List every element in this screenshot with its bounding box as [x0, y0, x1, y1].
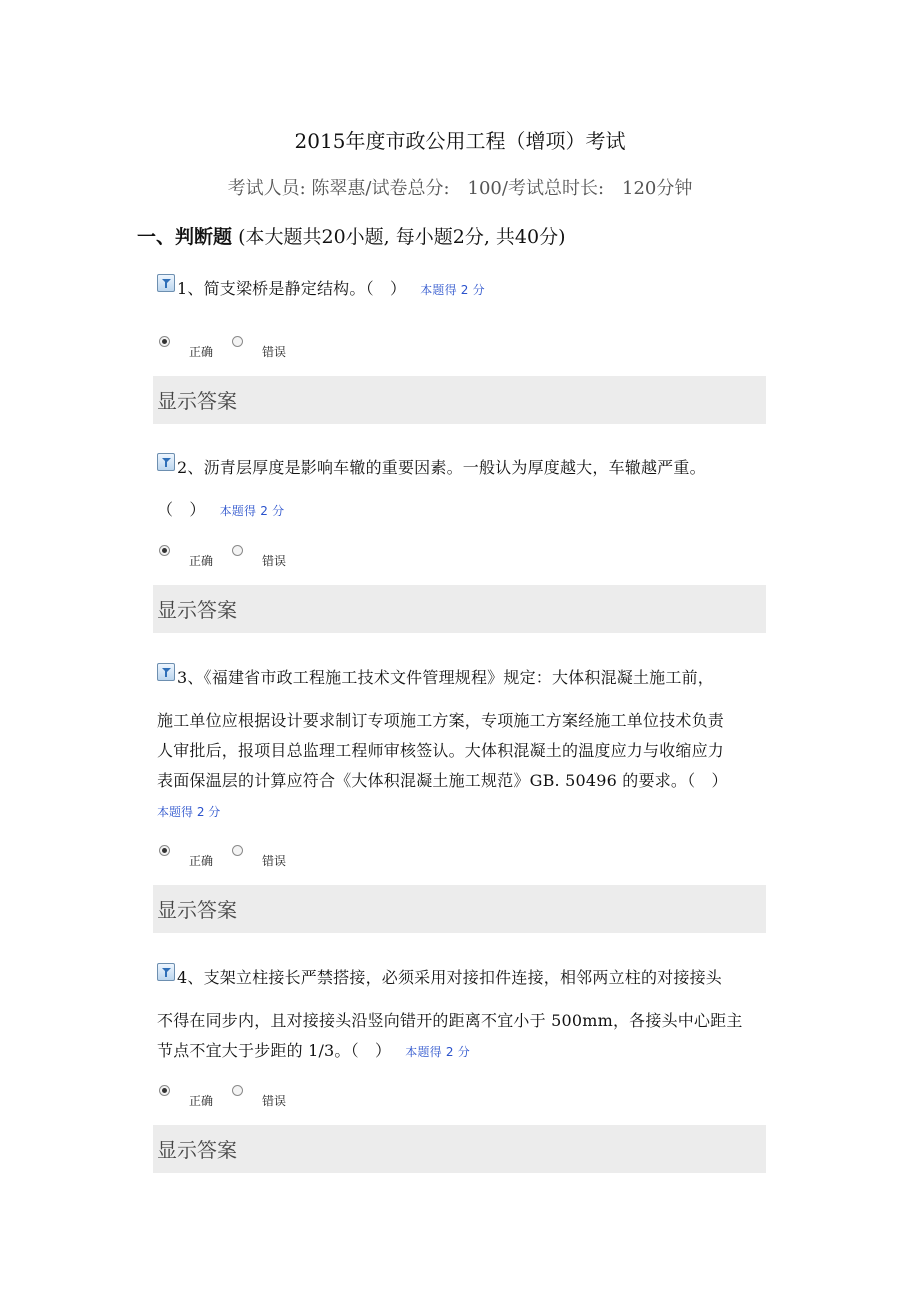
flag-icon[interactable]: [157, 663, 175, 681]
question-4-text-line-3: 节点不宜大于步距的 1/3。（ ） 本题得 2 分: [157, 1041, 470, 1060]
question-2-true-radio[interactable]: [159, 545, 170, 556]
question-4-show-answer-button[interactable]: 显示答案: [153, 1125, 766, 1173]
question-1-show-answer-button[interactable]: 显示答案: [153, 376, 766, 424]
question-3-text-line-1: 3、《福建省市政工程施工技术文件管理规程》规定：大体积混凝土施工前，: [177, 668, 714, 687]
question-4-false-label[interactable]: 错误: [262, 1094, 287, 1108]
question-4-true-radio[interactable]: [159, 1085, 170, 1096]
question-3-text-line-3: 人审批后，报项目总监理工程师审核签认。大体积混凝土的温度应力与收缩应力: [157, 741, 725, 760]
question-2-true-label[interactable]: 正确: [189, 554, 214, 568]
question-3-show-answer-button[interactable]: 显示答案: [153, 885, 766, 933]
question-4-text-line-2: 不得在同步内，且对接接头沿竖向错开的距离不宜小于 500mm，各接头中心距主: [157, 1011, 743, 1030]
question-3-text-line-2: 施工单位应根据设计要求制订专项施工方案，专项施工方案经施工单位技术负责: [157, 711, 725, 730]
question-1-score: 本题得 2 分: [420, 283, 485, 297]
question-1-false-radio[interactable]: [232, 336, 243, 347]
question-4-true-label[interactable]: 正确: [189, 1094, 214, 1108]
question-1-true-radio[interactable]: [159, 336, 170, 347]
question-2-false-label[interactable]: 错误: [262, 554, 287, 568]
question-2-text-line-2: （ ） 本题得 2 分: [157, 500, 285, 519]
question-2-text-line-1: 2、沥青层厚度是影响车辙的重要因素。一般认为厚度越大，车辙越严重。: [177, 458, 706, 477]
question-1-text: 1、简支梁桥是静定结构。（ ） 本题得 2 分: [177, 279, 485, 298]
question-2-false-radio[interactable]: [232, 545, 243, 556]
question-2-show-answer-button[interactable]: 显示答案: [153, 585, 766, 633]
question-2-score: 本题得 2 分: [219, 504, 285, 518]
question-4-text-line-1: 4、支架立柱接长严禁搭接，必须采用对接扣件连接，相邻两立柱的对接接头: [177, 968, 722, 987]
question-3-text-line-4: 表面保温层的计算应符合《大体积混凝土施工规范》GB. 50496 的要求。（ ）: [157, 771, 728, 790]
flag-icon[interactable]: [157, 453, 175, 471]
question-3-true-radio[interactable]: [159, 845, 170, 856]
question-3-false-label[interactable]: 错误: [262, 854, 287, 868]
question-3-score: 本题得 2 分: [157, 805, 221, 819]
section-description: (本大题共20小题, 每小题2分, 共40分): [238, 226, 566, 248]
section-name: 一、判断题: [137, 226, 233, 248]
flag-icon[interactable]: [157, 274, 175, 292]
question-1-false-label[interactable]: 错误: [262, 345, 287, 359]
question-3-false-radio[interactable]: [232, 845, 243, 856]
exam-info: 考试人员: 陈翠惠/试卷总分: 100/考试总时长: 120分钟: [227, 178, 693, 199]
question-3-true-label[interactable]: 正确: [189, 854, 214, 868]
question-4-false-radio[interactable]: [232, 1085, 243, 1096]
section-heading: [137, 222, 566, 249]
question-4-score: 本题得 2 分: [405, 1045, 470, 1059]
flag-icon[interactable]: [157, 963, 175, 981]
question-1-true-label[interactable]: 正确: [189, 345, 214, 359]
exam-title: 2015年度市政公用工程（增项）考试: [294, 129, 626, 153]
